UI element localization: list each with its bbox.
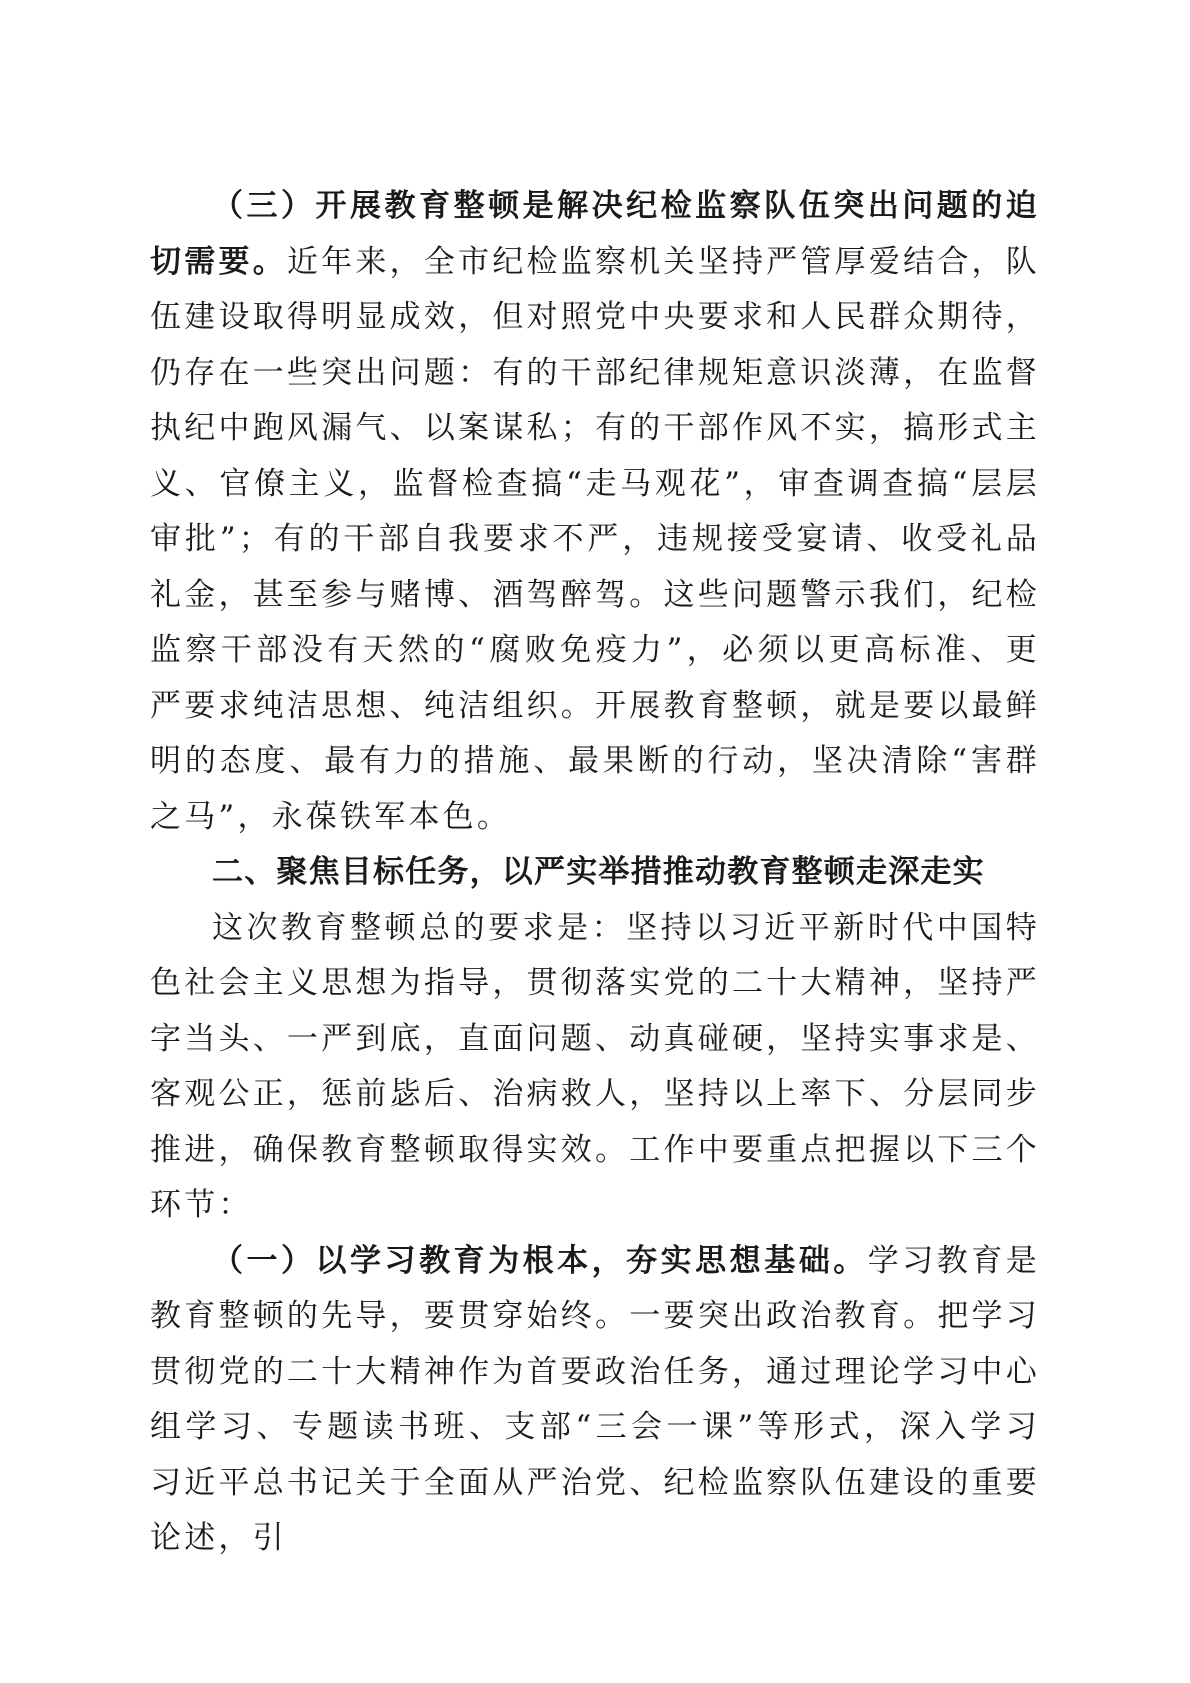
paragraph-problems xyxy=(150,179,1040,845)
paragraph-study-education xyxy=(150,1234,1040,1567)
subsection-heading-3: （三）开展教育整顿是解决纪检监察队伍突出问题的迫切需要。 xyxy=(150,188,1040,280)
section-heading-2: 二、聚焦目标任务，以严实举措推动教育整顿走深走实 xyxy=(212,854,985,890)
subsection-heading-1: （一）以学习教育为根本，夯实思想基础。 xyxy=(212,1242,868,1279)
document-body xyxy=(150,179,1040,1567)
paragraph-requirements: 这次教育整顿总的要求是：坚持以习近平新时代中国特色社会主义思想为指导，贯彻落实党的二十大精神，坚持严字当头、一严到底，直面问题、动真碰硬，坚持实事求是、客观公正，惩前毖后、治病救人，坚持以上率下、分层同步推进，确保教育整顿取得实效。工作中要重点把握以下三个环节： xyxy=(150,909,1040,1223)
paragraph-text: 近年来，全市纪检监察机关坚持严管厚爱结合，队伍建设取得明显成效，但对照党中央要求和人民群众期待，仍存在一些突出问题：有的干部纪律规矩意识淡薄，在监督执纪中跑风漏气、以案谋私；有的干部作风不实，搞形式主义、官僚主义，监督检查搞“走马观花”，审查调查搞“层层审批”；有的干部自我要求不严，违规接受宴请、收受礼品礼金，甚至参与赌博、酒驾醉驾。这些问题警示我们，纪检监察干部没有天然的“腐败免疫力”，必须以更高标准、更严要求纯洁思想、纯洁组织。开展教育整顿，就是要以最鲜明的态度、最有力的措施、最果断的行动，坚决清除“害群之马”，永葆铁军本色。 xyxy=(150,243,1040,835)
paragraph-text: 学习教育是教育整顿的先导，要贯穿始终。一要突出政治教育。把学习贯彻党的二十大精神作为首要政治任务，通过理论学习中心组学习、专题读书班、支部“三会一课”等形式，深入学习习近平总书记关于全面从严治党、纪检监察队伍建设的重要论述，引 xyxy=(150,1242,1040,1556)
